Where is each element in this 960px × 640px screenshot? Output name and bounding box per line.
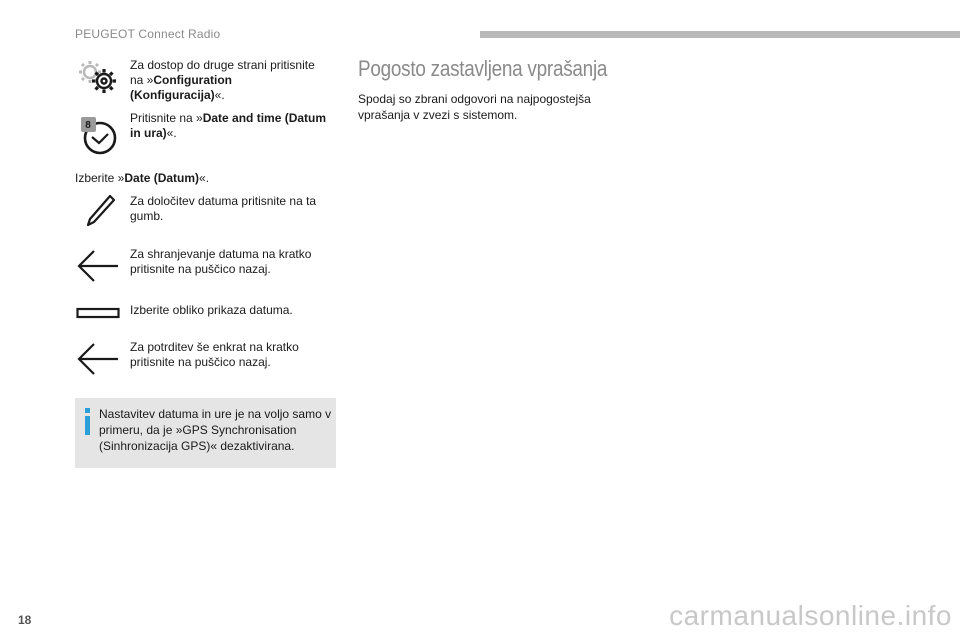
page-header-title: PEUGEOT Connect Radio <box>75 27 221 41</box>
gears-icon <box>76 58 122 98</box>
step-date-time <box>130 111 330 141</box>
step-badge: 8 <box>85 120 91 131</box>
info-box <box>75 398 336 468</box>
watermark: carmanualsonline.info <box>669 600 952 631</box>
intro-line <box>75 171 209 185</box>
list-item-confirm: Za potrditev še enkrat na kratko pritisnite na puščico nazaj. <box>130 340 299 369</box>
step-configuration-bold: Configuration (Konfiguracija) <box>130 73 233 102</box>
faq-intro: Spodaj so zbrani odgovori na najpogostejša vprašanja v zvezi s sistemom. <box>358 92 591 122</box>
step-configuration <box>130 58 330 103</box>
step-configuration-text: Za dostop do druge strani pritisnite na » <box>130 58 315 87</box>
pencil-icon <box>86 193 116 229</box>
intro-text: Izberite » <box>75 171 125 185</box>
format-bar-icon <box>76 307 120 319</box>
info-icon <box>85 408 90 435</box>
list-item-save: Za shranjevanje datuma na kratko pritisnite na puščico nazaj. <box>130 247 312 276</box>
step-date-time-text: Pritisnite na » <box>130 111 203 125</box>
info-text: Nastavitev datuma in ure je na voljo samo v primeru, da je »GPS Synchronisation (Sinhronizacija GPS)« dezaktivirana. <box>99 407 332 453</box>
intro-tail: «. <box>199 171 210 185</box>
list-item-format: Izberite obliko prikaza datuma. <box>130 303 293 317</box>
step-configuration-tail: «. <box>214 88 225 102</box>
intro-bold: Date (Datum) <box>124 171 200 185</box>
page-number: 18 <box>18 613 32 627</box>
step-date-time-bold: Date and time (Datum in ura) <box>130 111 327 140</box>
back-arrow-icon <box>76 339 120 379</box>
header-rule <box>480 31 960 38</box>
faq-heading: Pogosto zastavljena vprašanja <box>358 56 608 81</box>
back-arrow-icon <box>76 246 120 286</box>
step-date-time-tail: «. <box>166 126 177 140</box>
list-item-pencil: Za določitev datuma pritisnite na ta gumb. <box>130 194 317 223</box>
